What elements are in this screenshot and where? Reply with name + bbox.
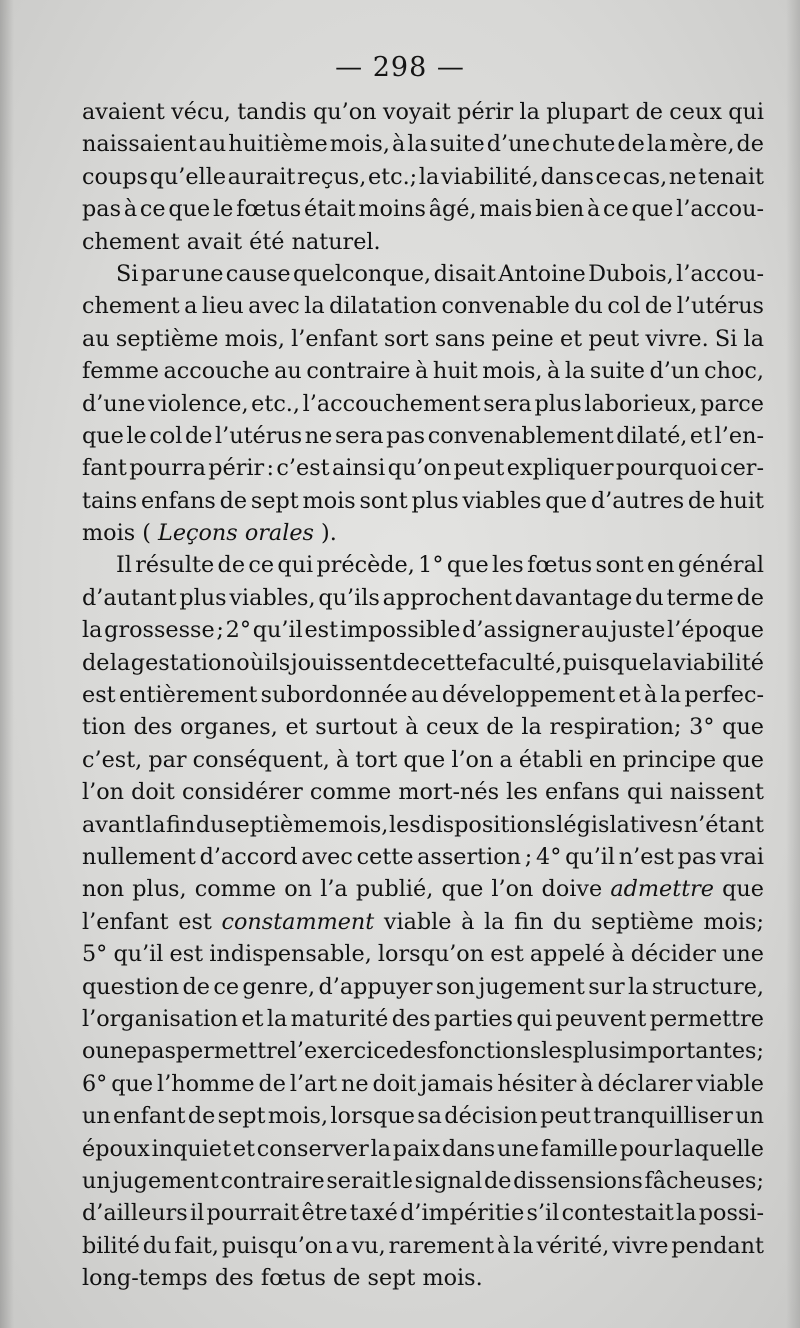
text-line: coups qu’elle aurait reçus, etc.; la viabilité, dans ce cas, ne tenait	[82, 163, 764, 190]
text-line: au septième mois, l’enfant sort sans peine et peut vivre. Si la	[82, 325, 764, 352]
text-line: 6° que l’homme de l’art ne doit jamais hésiter à déclarer viable	[82, 1070, 764, 1097]
text-line: pas à ce que le fœtus était moins âgé, mais bien à ce que l’accou-	[82, 196, 764, 223]
text-line: Si par une cause quelconque, disait Antoine Dubois, l’accou-	[116, 260, 764, 287]
text-line: fant pourra périr : c’est ainsi qu’on peut expliquer pourquoi cer-	[82, 455, 764, 482]
right-edge-shadow	[786, 0, 800, 1328]
text-line: long-temps des fœtus de sept mois.	[82, 1265, 483, 1292]
body-text	[82, 96, 764, 1294]
text-line: un jugement contraire serait le signal de dissensions fâcheuses;	[82, 1167, 764, 1194]
text-line: d’autant plus viables, qu’ils approchent davantage du terme de	[82, 584, 764, 611]
text-line: un enfant de sept mois, lorsque sa décision peut tranquilliser un	[82, 1103, 764, 1130]
text-line: époux inquiet et conserver la paix dans une famille pour laquelle	[82, 1135, 764, 1162]
left-edge-shadow	[0, 0, 14, 1328]
text-line: tains enfans de sept mois sont plus viables que d’autres de huit	[82, 487, 764, 514]
text-line: 5° qu’il est indispensable, lorsqu’on est appelé à décider une	[82, 941, 764, 968]
text-line: femme accouche au contraire à huit mois, à la suite d’un choc,	[82, 358, 764, 385]
text-line: naissaient au huitième mois, à la suite d’une chute de la mère, de	[82, 131, 764, 158]
text-line: bilité du fait, puisqu’on a vu, rarement à la vérité, vivre pendant	[82, 1232, 764, 1259]
italic-text: constamment	[221, 908, 375, 935]
text-line: l’organisation et la maturité des parties qui peuvent permettre	[82, 1005, 764, 1032]
text-line: chement avait été naturel.	[82, 228, 381, 255]
text-line: l’on doit considérer comme mort-nés les enfans qui naissent	[82, 779, 764, 806]
text-line: d’ailleurs il pourrait être taxé d’impéritie s’il contestait la possi-	[82, 1200, 764, 1227]
italic-text: Leçons orales	[158, 520, 314, 547]
text-line: nullement d’accord avec cette assertion ; 4° qu’il n’est pas vrai	[82, 843, 764, 870]
italic-text: admettre	[610, 876, 715, 903]
text-line: chement a lieu avec la dilatation convenable du col de l’utérus	[82, 293, 764, 320]
text-line: non plus, comme on l’a publié, que l’on doive admettre que	[82, 876, 764, 903]
text-line: avaient vécu, tandis qu’on voyait périr la plupart de ceux qui	[82, 99, 764, 125]
text-line: est entièrement subordonnée au développement et à la perfec-	[82, 682, 764, 709]
text-line: d’une violence, etc., l’accouchement sera plus laborieux, parce	[82, 390, 764, 417]
text-line: la grossesse ; 2° qu’il est impossible d’assigner au juste l’époque	[82, 617, 764, 644]
text-line: l’enfant est constamment viable à la fin du septième mois;	[82, 908, 764, 935]
text-line: que le col de l’utérus ne sera pas convenablement dilaté, et l’en-	[82, 422, 764, 449]
text-line: c’est, par conséquent, à tort que l’on a établi en principe que	[82, 746, 764, 773]
text-line: question de ce genre, d’appuyer son jugement sur la structure,	[82, 973, 764, 1000]
text-line: tion des organes, et surtout à ceux de la respiration; 3° que	[82, 714, 764, 741]
text-line: avant la fin du septième mois, les dispositions législatives n’étant	[82, 811, 764, 838]
text-line: Il résulte de ce qui précède, 1° que les fœtus sont en général	[116, 552, 764, 579]
page-number: — 298 —	[335, 52, 465, 83]
text-line: ou ne pas permettre l’exercice des fonctions les plus importantes;	[82, 1038, 764, 1065]
text-line: mois ( Leçons orales ).	[82, 520, 337, 547]
text-line: de la gestation où ils jouissent de cette faculté, puisque la viabilité	[82, 649, 764, 676]
